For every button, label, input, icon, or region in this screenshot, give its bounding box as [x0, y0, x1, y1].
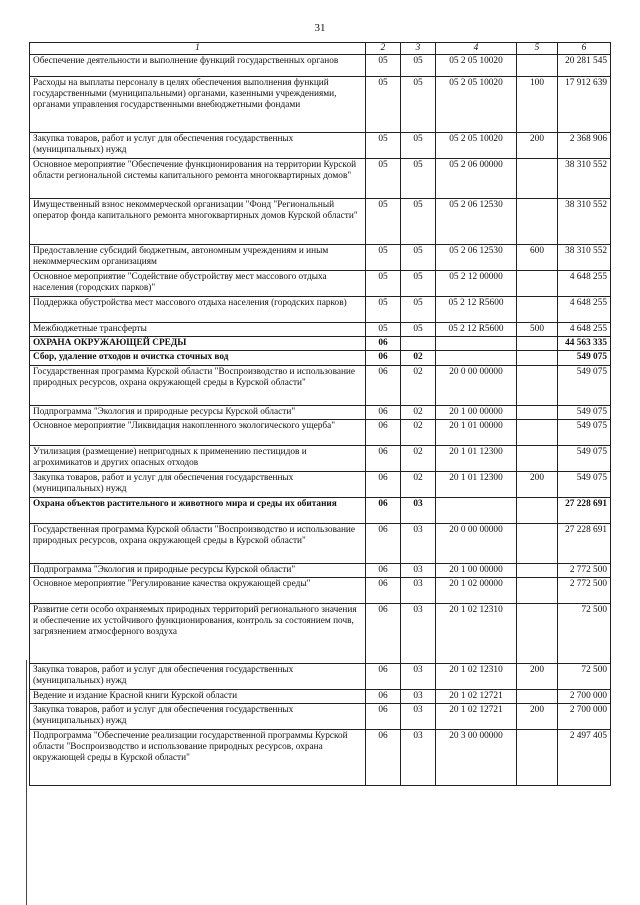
table-row: [30, 271, 611, 297]
row-name: Основное мероприятие "Содействие обустройству мест массового отдыха населения (городских парков)": [30, 271, 366, 297]
row-target-article: 05 2 05 10020: [436, 133, 517, 159]
row-sum: 549 075: [558, 445, 611, 471]
row-subsection: 05: [401, 77, 436, 133]
row-sum: 27 228 691: [558, 497, 611, 523]
row-sum: 2 772 500: [558, 577, 611, 603]
row-section: 05: [366, 245, 401, 271]
row-section: 06: [366, 445, 401, 471]
table-row: [30, 297, 611, 323]
row-expense-type: [517, 577, 558, 603]
row-sum: 2 772 500: [558, 563, 611, 577]
row-subsection: 05: [401, 297, 436, 323]
table-row: [30, 445, 611, 471]
row-subsection: 03: [401, 563, 436, 577]
row-target-article: 20 3 00 00000: [436, 730, 517, 786]
row-section: 06: [366, 730, 401, 786]
row-target-article: 05 2 06 00000: [436, 159, 517, 199]
header-col-6: 6: [558, 43, 611, 55]
row-subsection: 02: [401, 471, 436, 497]
row-subsection: 05: [401, 199, 436, 245]
row-section: 06: [366, 563, 401, 577]
table-row: [30, 603, 611, 663]
row-section: 06: [366, 337, 401, 351]
row-name: Основное мероприятие "Обеспечение функционирования на территории Курской области региональной системы капитального ремонта многоквартирных домов": [30, 159, 366, 199]
row-section: 06: [366, 523, 401, 563]
table-row: [30, 323, 611, 337]
row-name: Закупка товаров, работ и услуг для обеспечения государственных (муниципальных) нужд: [30, 663, 366, 689]
row-target-article: [436, 497, 517, 523]
row-section: 06: [366, 471, 401, 497]
row-name: Развитие сети особо охраняемых природных территорий регионального значения и обеспечение их устойчивого функционирования, контроль за состоянием почв, загрязнением атмосферного воздуха: [30, 603, 366, 663]
row-sum: 38 310 552: [558, 199, 611, 245]
row-target-article: 05 2 12 00000: [436, 271, 517, 297]
row-target-article: 05 2 12 R5600: [436, 323, 517, 337]
table-row: [30, 730, 611, 786]
row-expense-type: [517, 159, 558, 199]
row-sum: 2 368 906: [558, 133, 611, 159]
row-section: 06: [366, 405, 401, 419]
row-name: Основное мероприятие "Регулирование качества окружающей среды": [30, 577, 366, 603]
row-sum: 72 500: [558, 663, 611, 689]
row-subsection: 02: [401, 405, 436, 419]
row-section: 05: [366, 199, 401, 245]
row-target-article: [436, 351, 517, 365]
row-expense-type: 100: [517, 77, 558, 133]
row-target-article: 20 1 02 12721: [436, 704, 517, 730]
row-subsection: 03: [401, 577, 436, 603]
row-expense-type: 600: [517, 245, 558, 271]
row-sum: 2 497 405: [558, 730, 611, 786]
table-row: [30, 689, 611, 703]
table-row: [30, 337, 611, 351]
row-expense-type: [517, 199, 558, 245]
row-sum: 4 648 255: [558, 323, 611, 337]
row-expense-type: [517, 523, 558, 563]
header-col-5: 5: [517, 43, 558, 55]
header-col-1: 1: [30, 43, 366, 55]
row-sum: 2 700 000: [558, 689, 611, 703]
row-expense-type: [517, 419, 558, 445]
table-body: [30, 55, 611, 786]
row-target-article: 20 1 00 00000: [436, 405, 517, 419]
row-section: 05: [366, 133, 401, 159]
row-target-article: 20 1 00 00000: [436, 563, 517, 577]
row-subsection: 02: [401, 445, 436, 471]
row-name: Межбюджетные трансферты: [30, 323, 366, 337]
row-name: ОХРАНА ОКРУЖАЮЩЕЙ СРЕДЫ: [30, 337, 366, 351]
row-target-article: 20 1 02 12310: [436, 603, 517, 663]
row-section: 06: [366, 419, 401, 445]
row-section: 06: [366, 365, 401, 405]
row-target-article: [436, 337, 517, 351]
row-name: Закупка товаров, работ и услуг для обеспечения государственных (муниципальных) нужд: [30, 133, 366, 159]
row-target-article: 20 1 01 12300: [436, 445, 517, 471]
row-name: Охрана объектов растительного и животного мира и среды их обитания: [30, 497, 366, 523]
row-expense-type: [517, 297, 558, 323]
row-section: 06: [366, 351, 401, 365]
row-name: Обеспечение деятельности и выполнение функций государственных органов: [30, 55, 366, 77]
row-section: 05: [366, 55, 401, 77]
row-name: Предоставление субсидий бюджетным, автономным учреждениям и иным некоммерческим организациям: [30, 245, 366, 271]
row-target-article: 20 1 02 12721: [436, 689, 517, 703]
row-expense-type: 200: [517, 704, 558, 730]
row-target-article: 05 2 06 12530: [436, 199, 517, 245]
row-expense-type: [517, 365, 558, 405]
row-subsection: 03: [401, 730, 436, 786]
row-section: 06: [366, 663, 401, 689]
row-target-article: 05 2 05 10020: [436, 55, 517, 77]
row-sum: 27 228 691: [558, 523, 611, 563]
row-name: Утилизация (размещение) непригодных к применению пестицидов и агрохимикатов и других опасных отходов: [30, 445, 366, 471]
row-target-article: 05 2 05 10020: [436, 77, 517, 133]
table-row: [30, 523, 611, 563]
row-subsection: 03: [401, 689, 436, 703]
row-sum: 2 700 000: [558, 704, 611, 730]
row-sum: 38 310 552: [558, 245, 611, 271]
table-row: [30, 365, 611, 405]
row-name: Ведение и издание Красной книги Курской области: [30, 689, 366, 703]
row-name: Подпрограмма "Экология и природные ресурсы Курской области": [30, 563, 366, 577]
row-name: Сбор, удаление отходов и очистка сточных вод: [30, 351, 366, 365]
row-name: Государственная программа Курской области "Воспроизводство и использование природных ресурсов, охрана окружающей среды в Курской области": [30, 365, 366, 405]
row-subsection: 02: [401, 365, 436, 405]
row-sum: 72 500: [558, 603, 611, 663]
row-name: Имущественный взнос некоммерческой организации "Фонд "Региональный оператор фонда капитального ремонта многоквартирных домов Курской области": [30, 199, 366, 245]
row-section: 06: [366, 603, 401, 663]
row-expense-type: 500: [517, 323, 558, 337]
table-row: [30, 133, 611, 159]
row-name: Закупка товаров, работ и услуг для обеспечения государственных (муниципальных) нужд: [30, 704, 366, 730]
row-sum: 4 648 255: [558, 297, 611, 323]
row-name: Государственная программа Курской области "Воспроизводство и использование природных ресурсов, охрана окружающей среды в Курской области": [30, 523, 366, 563]
row-section: 05: [366, 297, 401, 323]
row-name: Расходы на выплаты персоналу в целях обеспечения выполнения функций государственными (муниципальными) органами, казенными учреждениями, органами управления государственными внебюджетными фондами: [30, 77, 366, 133]
row-expense-type: 200: [517, 133, 558, 159]
row-subsection: 03: [401, 704, 436, 730]
row-section: 06: [366, 577, 401, 603]
row-expense-type: 200: [517, 471, 558, 497]
row-target-article: 05 2 12 R5600: [436, 297, 517, 323]
margin-rule: [26, 660, 27, 905]
row-section: 05: [366, 77, 401, 133]
row-section: 05: [366, 323, 401, 337]
table-row: [30, 419, 611, 445]
row-sum: 38 310 552: [558, 159, 611, 199]
row-subsection: [401, 337, 436, 351]
page-number: 31: [314, 22, 326, 34]
table-row: [30, 199, 611, 245]
row-target-article: 20 1 02 12310: [436, 663, 517, 689]
table-row: [30, 351, 611, 365]
row-sum: 549 075: [558, 419, 611, 445]
row-subsection: 05: [401, 133, 436, 159]
row-subsection: 02: [401, 351, 436, 365]
row-section: 06: [366, 497, 401, 523]
table-row: [30, 563, 611, 577]
header-col-2: 2: [366, 43, 401, 55]
header-col-3: 3: [401, 43, 436, 55]
row-section: 06: [366, 704, 401, 730]
row-expense-type: [517, 497, 558, 523]
table-row: [30, 471, 611, 497]
budget-table: [29, 42, 611, 786]
row-subsection: 03: [401, 497, 436, 523]
row-subsection: 05: [401, 323, 436, 337]
table-row: [30, 704, 611, 730]
row-expense-type: [517, 405, 558, 419]
header-col-4: 4: [436, 43, 517, 55]
row-expense-type: [517, 337, 558, 351]
row-sum: 44 563 335: [558, 337, 611, 351]
row-sum: 20 281 545: [558, 55, 611, 77]
row-expense-type: [517, 730, 558, 786]
row-subsection: 05: [401, 245, 436, 271]
row-expense-type: [517, 351, 558, 365]
row-expense-type: [517, 271, 558, 297]
row-expense-type: [517, 689, 558, 703]
row-subsection: 02: [401, 419, 436, 445]
table-header-row: [30, 43, 611, 55]
row-target-article: 20 0 00 00000: [436, 365, 517, 405]
row-target-article: 20 1 02 00000: [436, 577, 517, 603]
row-sum: 549 075: [558, 351, 611, 365]
table-row: [30, 577, 611, 603]
row-name: Основное мероприятие "Ликвидация накопленного экологического ущерба": [30, 419, 366, 445]
row-target-article: 05 2 06 12530: [436, 245, 517, 271]
row-target-article: 20 1 01 12300: [436, 471, 517, 497]
row-target-article: 20 1 01 00000: [436, 419, 517, 445]
row-name: Закупка товаров, работ и услуг для обеспечения государственных (муниципальных) нужд: [30, 471, 366, 497]
row-section: 05: [366, 159, 401, 199]
row-subsection: 05: [401, 159, 436, 199]
row-sum: 549 075: [558, 365, 611, 405]
row-subsection: 05: [401, 55, 436, 77]
row-section: 06: [366, 689, 401, 703]
table-row: [30, 245, 611, 271]
row-subsection: 03: [401, 663, 436, 689]
row-sum: 549 075: [558, 405, 611, 419]
row-target-article: 20 0 00 00000: [436, 523, 517, 563]
row-subsection: 03: [401, 603, 436, 663]
row-expense-type: [517, 445, 558, 471]
row-name: Подпрограмма "Экология и природные ресурсы Курской области": [30, 405, 366, 419]
row-expense-type: [517, 55, 558, 77]
row-sum: 17 912 639: [558, 77, 611, 133]
table-row: [30, 159, 611, 199]
row-expense-type: [517, 563, 558, 577]
table-row: [30, 55, 611, 77]
table-row: [30, 77, 611, 133]
row-section: 05: [366, 271, 401, 297]
table-row: [30, 663, 611, 689]
row-subsection: 03: [401, 523, 436, 563]
table-row: [30, 497, 611, 523]
row-subsection: 05: [401, 271, 436, 297]
row-sum: 549 075: [558, 471, 611, 497]
row-name: Подпрограмма "Обеспечение реализации государственной программы Курской области "Воспроизводство и использование природных ресурсов, охрана окружающей среды в Курской области": [30, 730, 366, 786]
table-row: [30, 405, 611, 419]
row-sum: 4 648 255: [558, 271, 611, 297]
row-name: Поддержка обустройства мест массового отдыха населения (городских парков): [30, 297, 366, 323]
row-expense-type: 200: [517, 663, 558, 689]
row-expense-type: [517, 603, 558, 663]
